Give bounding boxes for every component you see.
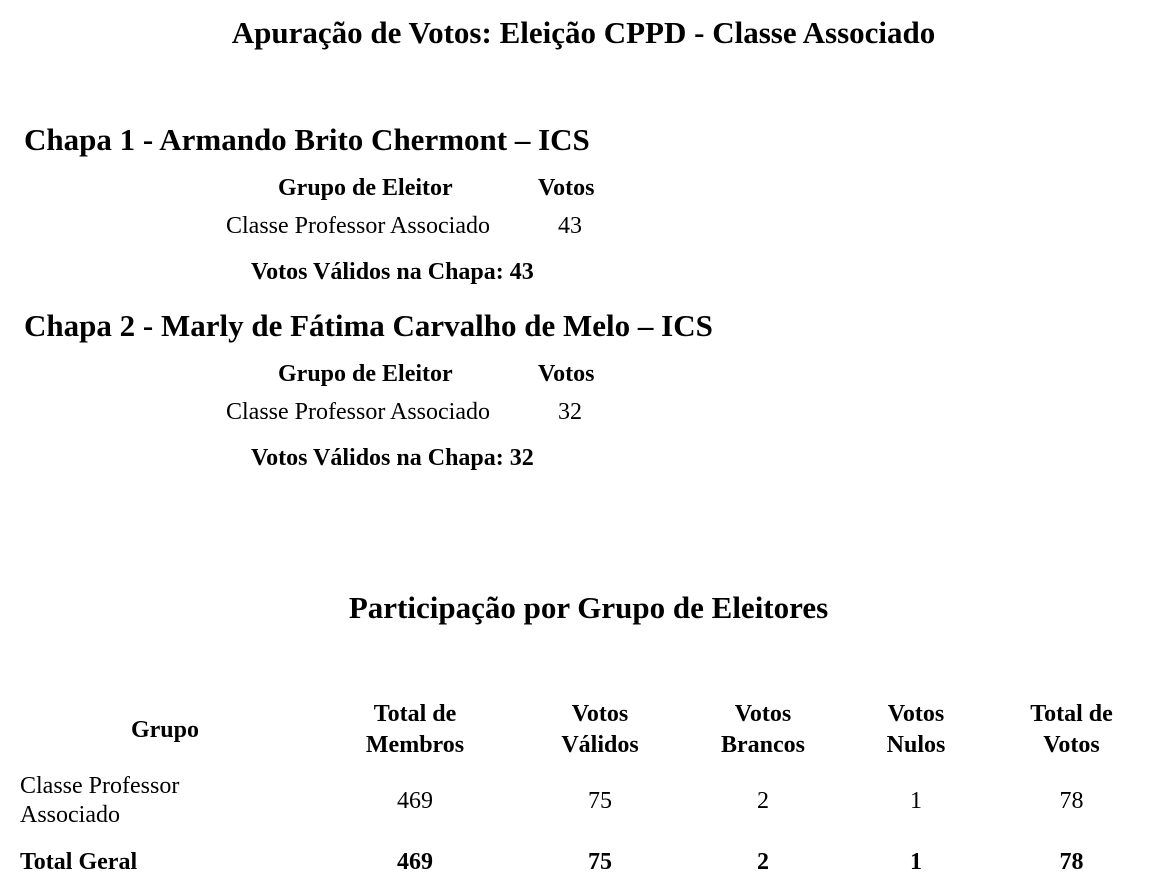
chapa-1-votes: 43 [558, 213, 582, 239]
participation-header-row [20, 695, 1157, 765]
cell-votos-nulos: 1 [910, 787, 922, 814]
header-total-membros [310, 695, 520, 765]
cell-grupo-text: Classe Professor Associado [20, 773, 180, 828]
header-votos-validos [520, 695, 680, 765]
header-votos-nulos-text: Votos Nulos [886, 701, 946, 758]
chapa-1-group: Classe Professor Associado [226, 213, 490, 239]
chapa-1-header-votes: Votos [538, 175, 595, 201]
chapa-2-votes: 32 [558, 399, 582, 425]
chapa-2-title: Chapa 2 - Marly de Fátima Carvalho de Melo – ICS [24, 308, 713, 343]
header-votos-nulos [846, 695, 986, 765]
cell-total-membros: 469 [397, 787, 433, 814]
header-total-votos [986, 695, 1157, 765]
total-votos-nulos: 1 [910, 848, 922, 875]
chapa-1-title: Chapa 1 - Armando Brito Chermont – ICS [24, 122, 590, 157]
total-votos-brancos: 2 [757, 848, 769, 875]
cell-total-votos: 78 [1059, 787, 1084, 814]
header-votos-brancos [680, 695, 846, 765]
participation-title: Participação por Grupo de Eleitores [348, 590, 829, 625]
total-votos-validos: 75 [588, 848, 612, 875]
cell-votos-validos: 75 [588, 787, 612, 814]
cell-grupo [20, 765, 310, 837]
total-row [20, 837, 1157, 887]
header-votos-brancos-text: Votos Brancos [721, 701, 805, 758]
chapa-2-header-votes: Votos [538, 361, 595, 387]
total-total-votos: 78 [1059, 848, 1084, 875]
chapa-2-group: Classe Professor Associado [226, 399, 490, 425]
cell-votos-brancos: 2 [757, 787, 769, 814]
page-title: Apuração de Votos: Eleição CPPD - Classe Associado [231, 15, 936, 50]
chapa-2-valid-votes: Votos Válidos na Chapa: 32 [251, 445, 534, 471]
header-votos-validos-text: Votos Válidos [561, 701, 639, 758]
chapa-2-header-group: Grupo de Eleitor [278, 361, 453, 387]
header-total-votos-text: Total de Votos [1030, 701, 1113, 758]
total-grupo: Total Geral [20, 848, 138, 875]
header-total-membros-text: Total de Membros [365, 701, 465, 758]
total-membros: 469 [397, 848, 433, 875]
chapa-1-header-group: Grupo de Eleitor [278, 175, 453, 201]
chapa-1-valid-votes: Votos Válidos na Chapa: 43 [251, 259, 534, 285]
participation-table [20, 695, 1157, 887]
header-grupo: Grupo [130, 716, 199, 743]
table-row [20, 765, 1157, 837]
